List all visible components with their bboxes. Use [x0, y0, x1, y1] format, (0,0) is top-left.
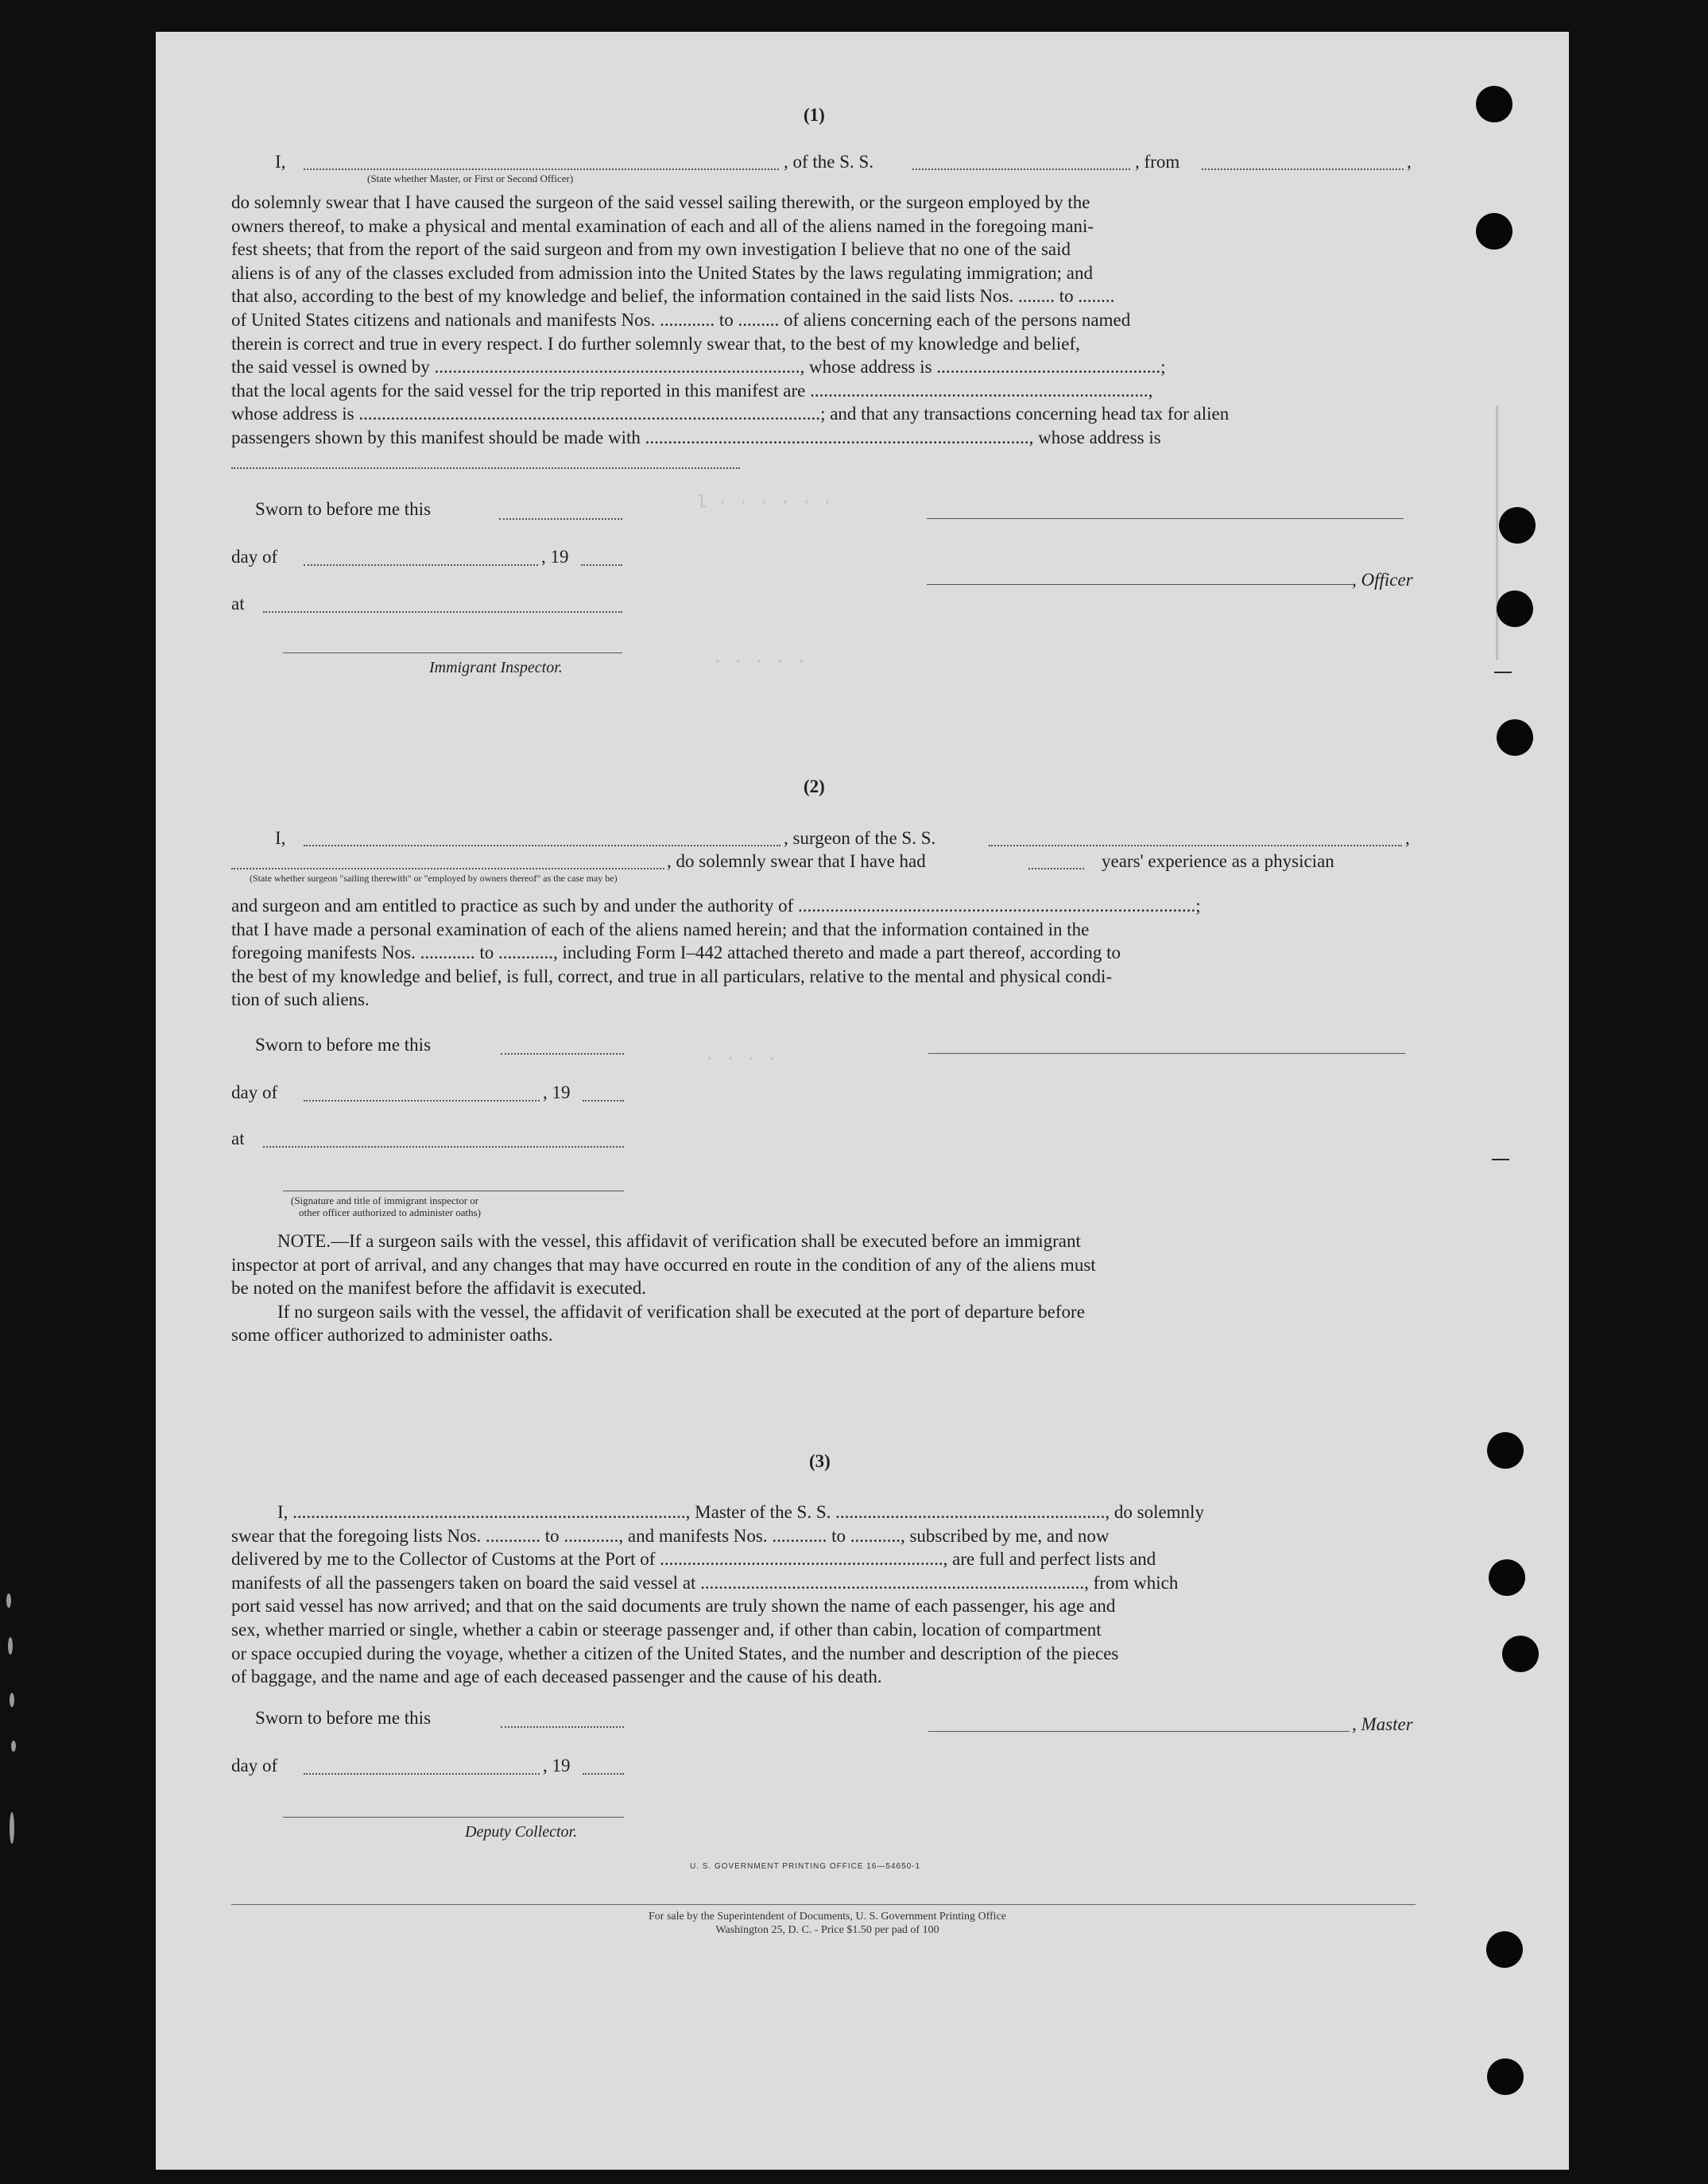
officer-rank-note: (State whether Master, or First or Second Officer)	[367, 172, 574, 184]
section2-comma: ,	[1405, 828, 1410, 848]
deputy-collector-title: Deputy Collector.	[465, 1823, 578, 1841]
section3-year-field[interactable]	[583, 1773, 624, 1775]
officer-signature-line-2[interactable]	[927, 584, 1353, 585]
section1-sworn-label: Sworn to before me this	[255, 499, 432, 519]
punch-hole	[1476, 86, 1512, 122]
section2-affidavit-paragraph	[231, 894, 1419, 1012]
section1-year-label: , 19	[541, 547, 569, 567]
section2-month-field[interactable]	[304, 1100, 540, 1102]
from-port-field[interactable]	[1202, 168, 1404, 170]
section1-day-of-label: day of	[231, 547, 278, 567]
officer-name-field[interactable]	[304, 168, 779, 170]
signature-title-note-2: other officer authorized to administer oaths)	[299, 1206, 481, 1218]
section2-I-label: I,	[275, 828, 286, 848]
footer-divider	[231, 1904, 1416, 1905]
inspector-title: Immigrant Inspector.	[429, 659, 563, 676]
section2-line: and surgeon and am entitled to practice as such by and under the authority of .......................................................................................;	[231, 896, 1201, 916]
officer-signature-line-1[interactable]	[927, 518, 1404, 519]
section2-line: tion of such aliens.	[231, 989, 370, 1010]
section1-line: do solemnly swear that I have caused the surgeon of the said vessel sailing therewith, or the surgeon employed by the	[231, 192, 1090, 212]
section3-line: of baggage, and the name and age of each deceased passenger and the cause of his death.	[231, 1667, 882, 1687]
section2-at-field[interactable]	[263, 1146, 624, 1148]
section3-line: or space occupied during the voyage, whether a citizen of the United States, and the number and description of the pieces	[231, 1643, 1119, 1663]
surgeon-name-field[interactable]	[304, 845, 780, 846]
section2-sworn-date-field[interactable]	[501, 1053, 624, 1055]
master-signature-line[interactable]	[928, 1731, 1350, 1732]
section2-swear-label: , do solemnly swear that I have had	[667, 851, 926, 871]
section3-sworn-date-field[interactable]	[501, 1726, 624, 1728]
punch-hole	[1486, 1931, 1523, 1968]
section1-line: aliens is of any of the classes excluded from admission into the United States by the laws regulating immigration; and	[231, 262, 1093, 283]
section1-line: owners thereof, to make a physical and mental examination of each and all of the aliens named in the foregoing mani-	[231, 215, 1094, 236]
section3-line: sex, whether married or single, whether a cabin or steerage passenger and, if other than cabin, location of compartment	[231, 1619, 1102, 1640]
section1-line: passengers shown by this manifest should be made with ...................................................................................., whose address is	[231, 427, 1161, 447]
bleed-through-text: · · · · ·	[712, 652, 807, 672]
section1-line: that also, according to the best of my knowledge and belief, the information contained in the said lists Nos. ........ to ........	[231, 286, 1115, 307]
section2-line: the best of my knowledge and belief, is full, correct, and true in all particulars, relative to the mental and physical condi-	[231, 966, 1113, 986]
footer-sale-line-1: For sale by the Superintendent of Documents, U. S. Government Printing Office	[649, 1911, 1006, 1923]
section2-vessel-field[interactable]	[989, 845, 1402, 846]
punch-hole	[1487, 2058, 1524, 2095]
signature-title-note-1: (Signature and title of immigrant inspector or	[291, 1195, 479, 1206]
punch-hole	[1497, 719, 1533, 756]
bleed-through-text: l · · · · · ·	[696, 493, 833, 513]
section1-line: the said vessel is owned by ................................................................................, whose address is .................................................;	[231, 357, 1166, 378]
inspector-signature-line[interactable]	[283, 652, 622, 653]
section1-number: (1)	[804, 105, 825, 125]
margin-tick	[1494, 672, 1512, 673]
section3-number: (3)	[809, 1451, 831, 1471]
section1-year-field[interactable]	[581, 564, 622, 566]
binding-shadow	[1496, 405, 1498, 660]
footer-sale-line-2: Washington 25, D. C. - Price $1.50 per pad of 100	[715, 1924, 939, 1936]
punch-hole	[1497, 591, 1533, 627]
section2-year-label: , 19	[543, 1082, 571, 1102]
section2-number: (2)	[804, 776, 825, 796]
section2-year-field[interactable]	[583, 1100, 624, 1102]
vessel-name-field[interactable]	[912, 168, 1130, 170]
section1-at-field[interactable]	[263, 611, 622, 613]
section2-line: that I have made a personal examination of each of the aliens named herein; and that the information contained in the	[231, 919, 1090, 939]
printing-office-imprint: U. S. GOVERNMENT PRINTING OFFICE 16—54650-1	[690, 1862, 921, 1871]
punch-hole	[1487, 1432, 1524, 1469]
scan-artifact	[6, 1593, 11, 1608]
section2-surgeon-label: , surgeon of the S. S.	[784, 828, 936, 848]
section1-line: whose address is .....................................................................................................; and that any transactions concerning head tax for alien	[231, 404, 1230, 424]
deputy-collector-signature-line[interactable]	[283, 1817, 624, 1818]
section1-sworn-date-field[interactable]	[499, 518, 622, 520]
section2-years-label: years' experience as a physician	[1102, 851, 1334, 871]
section1-affidavit-paragraph	[231, 191, 1416, 450]
section3-sworn-label: Sworn to before me this	[255, 1708, 432, 1728]
section2-day-of-label: day of	[231, 1082, 278, 1102]
section3-line: I, ......................................................................................, Master of the S. S. ..........................................................., do solemnly	[277, 1502, 1204, 1522]
scan-artifact	[10, 1812, 14, 1844]
section1-month-field[interactable]	[304, 564, 538, 566]
section1-line: of United States citizens and nationals and manifests Nos. ............ to ......... of aliens concerning each of the persons named	[231, 309, 1131, 330]
section3-month-field[interactable]	[304, 1773, 540, 1775]
scan-artifact	[10, 1693, 14, 1707]
section1-comma: ,	[1407, 152, 1412, 172]
note-line: NOTE.—If a surgeon sails with the vessel, this affidavit of verification shall be executed before an immigrant	[277, 1231, 1081, 1251]
section3-line: swear that the foregoing lists Nos. ............ to ............, and manifests Nos. ............ to ..........., subscribed by me, and now	[231, 1525, 1110, 1546]
years-experience-field[interactable]	[1028, 868, 1084, 869]
officer-title: , Officer	[1352, 570, 1413, 590]
punch-hole	[1502, 1636, 1539, 1672]
punch-hole	[1489, 1559, 1525, 1596]
master-title: , Master	[1352, 1714, 1413, 1734]
section3-year-label: , 19	[543, 1756, 571, 1775]
section1-I-label: I,	[275, 152, 286, 172]
section1-of-ss-label: , of the S. S.	[784, 152, 874, 172]
punch-hole	[1499, 507, 1536, 544]
section3-line: manifests of all the passengers taken on board the said vessel at ...................................................................................., from which	[231, 1572, 1179, 1593]
section1-line: therein is correct and true in every respect. I do further solemnly swear that, to the best of my knowledge and belief,	[231, 333, 1080, 354]
section2-line: foregoing manifests Nos. ............ to ............, including Form I–442 attached thereto and made a part thereof, according to	[231, 943, 1121, 963]
address-continuation-field[interactable]	[231, 467, 740, 469]
section2-note	[231, 1229, 1419, 1347]
scan-artifact	[11, 1741, 16, 1752]
section1-at-label: at	[231, 594, 245, 614]
section3-day-of-label: day of	[231, 1756, 278, 1775]
note-line: If no surgeon sails with the vessel, the affidavit of verification shall be executed at the port of departure before	[277, 1301, 1085, 1322]
section3-line: delivered by me to the Collector of Customs at the Port of .............................................................., are full and perfect lists and	[231, 1549, 1156, 1570]
section1-line: fest sheets; that from the report of the said surgeon and from my own investigation I believe that no one of the said	[231, 239, 1071, 260]
note-line: inspector at port of arrival, and any changes that may have occurred en route in the condition of any of the aliens must	[231, 1254, 1096, 1275]
surgeon-signature-line[interactable]	[928, 1053, 1405, 1054]
section2-at-label: at	[231, 1129, 245, 1148]
scan-artifact	[8, 1637, 13, 1655]
bleed-through-text: · · · ·	[704, 1049, 778, 1069]
section1-line: that the local agents for the said vessel for the trip reported in this manifest are ..........................................................................,	[231, 380, 1153, 401]
surgeon-status-field[interactable]	[231, 868, 664, 869]
note-line: be noted on the manifest before the affidavit is executed.	[231, 1278, 646, 1299]
form-page	[156, 32, 1569, 2170]
section3-affidavit-paragraph	[231, 1501, 1419, 1689]
note-line: some officer authorized to administer oaths.	[231, 1325, 553, 1346]
section1-from-label: , from	[1135, 152, 1180, 172]
section3-line: port said vessel has now arrived; and that on the said documents are truly shown the name of each passenger, his age and	[231, 1596, 1116, 1617]
surgeon-status-note: (State whether surgeon "sailing therewith" or "employed by owners thereof" as the case may be)	[250, 873, 618, 884]
section2-sworn-label: Sworn to before me this	[255, 1035, 432, 1055]
punch-hole	[1476, 213, 1512, 250]
margin-tick	[1492, 1159, 1509, 1160]
